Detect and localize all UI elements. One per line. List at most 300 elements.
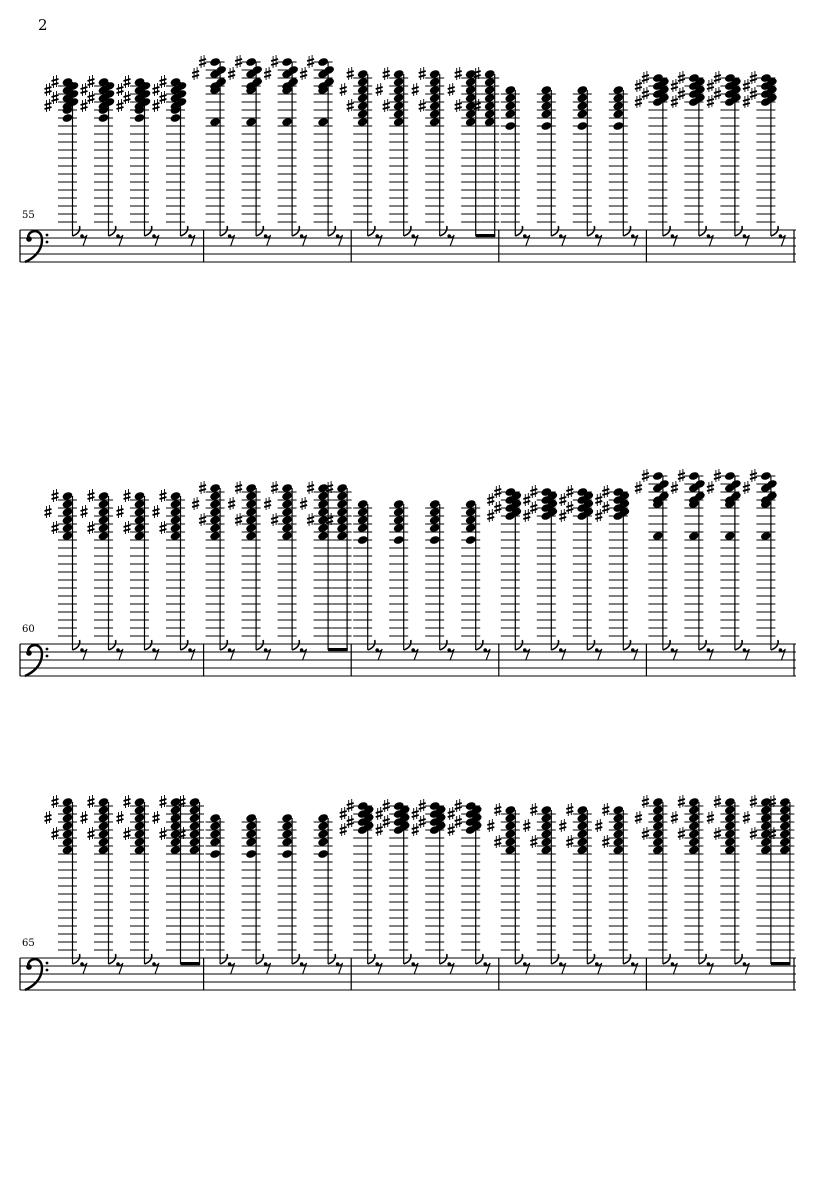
- sharp-stroke: [707, 87, 714, 89]
- notehead: [724, 471, 736, 481]
- sharp-stroke: [671, 815, 678, 817]
- sharp-stroke: [743, 99, 750, 101]
- bass-clef-icon: [26, 236, 32, 242]
- rest-stroke: [338, 963, 343, 974]
- sharp-stroke: [678, 835, 685, 837]
- sharp-stroke: [743, 103, 750, 105]
- measure: [340, 799, 499, 990]
- sharp-stroke: [750, 91, 757, 93]
- sharp-icon: [52, 521, 59, 534]
- sharp-icon: [602, 485, 609, 498]
- eighth-rest-icon: [559, 648, 566, 660]
- chord: [264, 481, 297, 650]
- sharp-icon: [45, 99, 52, 112]
- eighth-rest-icon: [411, 234, 418, 246]
- sharp-icon: [228, 497, 235, 510]
- notehead: [688, 471, 700, 481]
- sharp-icon: [124, 795, 131, 808]
- eighth-flag: [771, 226, 778, 236]
- sharp-stroke: [235, 63, 242, 65]
- sharp-stroke: [124, 497, 131, 499]
- eighth-rest-icon: [523, 962, 530, 974]
- chord: [45, 489, 78, 650]
- sharp-icon: [45, 83, 52, 96]
- eighth-rest-icon: [116, 234, 123, 246]
- eighth-rest-icon: [595, 234, 602, 246]
- rest-stroke: [672, 963, 677, 974]
- eighth-rest-icon: [671, 962, 678, 974]
- sharp-stroke: [750, 835, 757, 837]
- chord: [743, 469, 778, 650]
- sharp-stroke: [376, 87, 383, 89]
- sharp-stroke: [81, 91, 88, 93]
- rest-stroke: [413, 235, 418, 246]
- chord: [671, 71, 706, 236]
- rest-stroke: [118, 235, 123, 246]
- sharp-stroke: [160, 525, 167, 527]
- sharp-stroke: [750, 803, 757, 805]
- sharp-icon: [376, 807, 383, 820]
- eighth-flag: [109, 640, 116, 650]
- sharp-stroke: [264, 505, 271, 507]
- sharp-stroke: [45, 815, 52, 817]
- sharp-stroke: [307, 63, 314, 65]
- sharp-stroke: [530, 839, 537, 841]
- sharp-stroke: [228, 505, 235, 507]
- sharp-stroke: [707, 83, 714, 85]
- sharp-icon: [714, 827, 721, 840]
- sharp-stroke: [52, 799, 59, 801]
- sharp-stroke: [494, 811, 501, 813]
- sharp-stroke: [160, 799, 167, 801]
- sharp-stroke: [347, 75, 354, 77]
- eighth-rest-icon: [80, 648, 87, 660]
- sharp-icon: [117, 811, 124, 824]
- sharp-stroke: [347, 107, 354, 109]
- sharp-stroke: [117, 91, 124, 93]
- sharp-stroke: [455, 803, 462, 805]
- sharp-stroke: [678, 75, 685, 77]
- sharp-stroke: [340, 811, 347, 813]
- sharp-stroke: [678, 477, 685, 479]
- sharp-stroke: [88, 799, 95, 801]
- sharp-stroke: [88, 497, 95, 499]
- bass-clef-icon: [26, 964, 32, 970]
- chord: [206, 813, 225, 964]
- bass-clef-icon: [26, 650, 32, 656]
- sharp-stroke: [153, 815, 160, 817]
- sharp-icon: [566, 501, 573, 514]
- eighth-rest-icon: [779, 234, 786, 246]
- bass-clef-icon: [46, 655, 49, 658]
- sharp-icon: [494, 485, 501, 498]
- sharp-stroke: [153, 509, 160, 511]
- chord: [523, 803, 556, 964]
- sharp-stroke: [642, 835, 649, 837]
- chord: [153, 75, 188, 236]
- eighth-flag: [292, 226, 299, 236]
- sharp-stroke: [448, 815, 455, 817]
- eighth-flag: [551, 226, 558, 236]
- sharp-stroke: [52, 803, 59, 805]
- chord: [707, 71, 742, 236]
- sharp-icon: [153, 505, 160, 518]
- sharp-stroke: [419, 71, 426, 73]
- sharp-icon: [448, 823, 455, 836]
- sharp-stroke: [235, 517, 242, 519]
- sharp-icon: [153, 99, 160, 112]
- sharp-icon: [523, 509, 530, 522]
- chord: [192, 55, 227, 236]
- sharp-stroke: [264, 71, 271, 73]
- sharp-icon: [750, 827, 757, 840]
- rest-stroke: [82, 963, 87, 974]
- sharp-stroke: [419, 803, 426, 805]
- eighth-rest-icon: [523, 648, 530, 660]
- rest-stroke: [377, 649, 382, 660]
- sharp-stroke: [117, 509, 124, 511]
- sharp-stroke: [412, 87, 419, 89]
- eighth-flag: [663, 640, 670, 650]
- eighth-flag: [145, 640, 152, 650]
- sharp-icon: [635, 481, 642, 494]
- rest-stroke: [525, 235, 530, 246]
- eighth-rest-icon: [228, 648, 235, 660]
- sharp-icon: [750, 469, 757, 482]
- notehead: [393, 535, 405, 545]
- sharp-stroke: [487, 501, 494, 503]
- sharp-stroke: [494, 493, 501, 495]
- sharp-stroke: [487, 823, 494, 825]
- sharp-stroke: [635, 489, 642, 491]
- beam: [181, 962, 201, 965]
- chord: [559, 803, 592, 964]
- sharp-stroke: [300, 501, 307, 503]
- sharp-icon: [566, 485, 573, 498]
- sharp-stroke: [635, 815, 642, 817]
- sharp-icon: [455, 799, 462, 812]
- sharp-stroke: [419, 819, 426, 821]
- eighth-flag: [735, 640, 742, 650]
- sharp-icon: [153, 83, 160, 96]
- rest-stroke: [266, 235, 271, 246]
- sharp-icon: [530, 803, 537, 816]
- sharp-stroke: [642, 473, 649, 475]
- rest-stroke: [377, 235, 382, 246]
- sharp-stroke: [707, 819, 714, 821]
- sharp-stroke: [455, 819, 462, 821]
- chord: [595, 803, 628, 964]
- sharp-stroke: [383, 823, 390, 825]
- system-measure-number: 65: [22, 938, 35, 949]
- sharp-icon: [124, 91, 131, 104]
- eighth-flag: [699, 640, 706, 650]
- sharp-icon: [602, 835, 609, 848]
- sharp-stroke: [487, 497, 494, 499]
- notehead: [281, 849, 293, 859]
- sharp-stroke: [117, 103, 124, 105]
- sharp-stroke: [412, 811, 419, 813]
- chord: [45, 75, 80, 236]
- sharp-stroke: [635, 819, 642, 821]
- chord: [300, 55, 335, 236]
- sharp-icon: [340, 823, 347, 836]
- eighth-flag: [109, 954, 116, 964]
- sharp-icon: [412, 807, 419, 820]
- chord: [487, 485, 522, 650]
- sharp-stroke: [124, 493, 131, 495]
- eighth-rest-icon: [264, 648, 271, 660]
- sharp-stroke: [714, 799, 721, 801]
- eighth-flag: [73, 954, 80, 964]
- sharp-stroke: [88, 835, 95, 837]
- sharp-stroke: [714, 79, 721, 81]
- sharp-stroke: [448, 91, 455, 93]
- chord: [487, 803, 520, 964]
- sharp-stroke: [595, 501, 602, 503]
- sharp-icon: [340, 83, 347, 96]
- notehead: [245, 57, 257, 67]
- sharp-stroke: [412, 815, 419, 817]
- sharp-stroke: [52, 529, 59, 531]
- eighth-rest-icon: [707, 962, 714, 974]
- sharp-icon: [124, 489, 131, 502]
- sharp-icon: [671, 95, 678, 108]
- chord: [523, 485, 558, 650]
- sharp-stroke: [347, 803, 354, 805]
- sharp-stroke: [192, 71, 199, 73]
- sharp-stroke: [45, 91, 52, 93]
- eighth-flag: [551, 954, 558, 964]
- sharp-stroke: [448, 811, 455, 813]
- sharp-icon: [153, 811, 160, 824]
- chord: [153, 795, 186, 964]
- sharp-stroke: [160, 95, 167, 97]
- system-measure-number: 60: [22, 624, 35, 635]
- chord: [172, 795, 205, 964]
- sharp-stroke: [412, 827, 419, 829]
- sharp-icon: [707, 811, 714, 824]
- sharp-stroke: [412, 831, 419, 833]
- sharp-icon: [235, 481, 242, 494]
- sharp-icon: [88, 91, 95, 104]
- eighth-flag: [109, 226, 116, 236]
- eighth-rest-icon: [375, 648, 382, 660]
- sharp-icon: [88, 795, 95, 808]
- chord: [228, 55, 263, 236]
- notehead: [317, 57, 329, 67]
- sharp-icon: [642, 795, 649, 808]
- sharp-stroke: [81, 103, 88, 105]
- sharp-stroke: [124, 95, 131, 97]
- eighth-flag: [440, 954, 447, 964]
- sharp-icon: [192, 67, 199, 80]
- chord: [319, 481, 352, 650]
- sharp-stroke: [743, 83, 750, 85]
- eighth-flag: [515, 954, 522, 964]
- sharp-icon: [523, 493, 530, 506]
- sharp-icon: [264, 67, 271, 80]
- sharp-stroke: [81, 815, 88, 817]
- sharp-stroke: [153, 107, 160, 109]
- sharp-stroke: [635, 99, 642, 101]
- sharp-icon: [412, 83, 419, 96]
- sharp-icon: [750, 87, 757, 100]
- sharp-stroke: [81, 513, 88, 515]
- rest-stroke: [154, 235, 159, 246]
- sharp-icon: [45, 811, 52, 824]
- eighth-rest-icon: [228, 962, 235, 974]
- sharp-stroke: [671, 103, 678, 105]
- sharp-stroke: [199, 59, 206, 61]
- sharp-stroke: [271, 63, 278, 65]
- sharp-stroke: [300, 505, 307, 507]
- sharp-stroke: [419, 103, 426, 105]
- eighth-rest-icon: [743, 234, 750, 246]
- sharp-stroke: [494, 505, 501, 507]
- sharp-stroke: [523, 497, 530, 499]
- sharp-stroke: [455, 103, 462, 105]
- sharp-stroke: [707, 485, 714, 487]
- sharp-icon: [271, 481, 278, 494]
- chord: [461, 499, 480, 650]
- sharp-stroke: [81, 87, 88, 89]
- rest-stroke: [633, 649, 638, 660]
- rest-stroke: [561, 963, 566, 974]
- sharp-stroke: [160, 835, 167, 837]
- eighth-flag: [328, 226, 335, 236]
- eighth-rest-icon: [559, 234, 566, 246]
- sharp-stroke: [52, 525, 59, 527]
- sharp-stroke: [383, 819, 390, 821]
- sharp-stroke: [566, 811, 573, 813]
- sharp-icon: [595, 493, 602, 506]
- rest-stroke: [708, 963, 713, 974]
- sharp-stroke: [88, 79, 95, 81]
- eighth-flag: [368, 954, 375, 964]
- sharp-icon: [160, 521, 167, 534]
- sharp-icon: [487, 819, 494, 832]
- bass-clef-icon: [25, 959, 42, 990]
- eighth-rest-icon: [264, 962, 271, 974]
- bass-clef-icon: [46, 962, 49, 965]
- sharp-icon: [271, 55, 278, 68]
- sharp-stroke: [124, 803, 131, 805]
- sharp-icon: [160, 75, 167, 88]
- sharp-stroke: [494, 489, 501, 491]
- rest-stroke: [302, 235, 307, 246]
- sharp-stroke: [743, 489, 750, 491]
- sharp-stroke: [671, 485, 678, 487]
- sharp-stroke: [566, 489, 573, 491]
- eighth-flag: [735, 954, 742, 964]
- eighth-flag: [440, 226, 447, 236]
- rest-stroke: [82, 235, 87, 246]
- sharp-stroke: [235, 489, 242, 491]
- sharp-stroke: [340, 815, 347, 817]
- sharp-stroke: [448, 87, 455, 89]
- eighth-flag: [256, 954, 263, 964]
- measure: [206, 813, 352, 990]
- sharp-icon: [340, 807, 347, 820]
- chord: [501, 85, 520, 236]
- rest-stroke: [597, 649, 602, 660]
- chord: [707, 469, 742, 650]
- sharp-stroke: [235, 521, 242, 523]
- sharp-stroke: [559, 823, 566, 825]
- sharp-stroke: [530, 807, 537, 809]
- eighth-rest-icon: [523, 234, 530, 246]
- sharp-icon: [642, 87, 649, 100]
- sharp-stroke: [566, 807, 573, 809]
- sharp-icon: [52, 91, 59, 104]
- sharp-stroke: [192, 501, 199, 503]
- chord: [448, 67, 481, 236]
- sharp-icon: [347, 99, 354, 112]
- rest-stroke: [118, 649, 123, 660]
- sharp-stroke: [642, 75, 649, 77]
- eighth-flag: [145, 954, 152, 964]
- sharp-stroke: [347, 103, 354, 105]
- sharp-stroke: [376, 827, 383, 829]
- sharp-stroke: [383, 75, 390, 77]
- sharp-icon: [88, 521, 95, 534]
- sharp-stroke: [678, 95, 685, 97]
- sharp-stroke: [487, 827, 494, 829]
- sharp-icon: [300, 497, 307, 510]
- rest-stroke: [338, 235, 343, 246]
- sharp-stroke: [81, 509, 88, 511]
- sharp-stroke: [595, 823, 602, 825]
- measure: [635, 795, 795, 990]
- eighth-rest-icon: [483, 962, 490, 974]
- notehead: [504, 121, 516, 131]
- sharp-stroke: [160, 83, 167, 85]
- eighth-rest-icon: [631, 234, 638, 246]
- sharp-stroke: [160, 803, 167, 805]
- eighth-rest-icon: [116, 648, 123, 660]
- sharp-stroke: [678, 803, 685, 805]
- eighth-rest-icon: [779, 648, 786, 660]
- sharp-stroke: [678, 91, 685, 93]
- eighth-rest-icon: [631, 962, 638, 974]
- chord: [707, 795, 740, 964]
- eighth-flag: [587, 640, 594, 650]
- sharp-stroke: [455, 823, 462, 825]
- rest-stroke: [449, 235, 454, 246]
- rest-stroke: [154, 963, 159, 974]
- sharp-icon: [635, 79, 642, 92]
- sharp-icon: [671, 481, 678, 494]
- sharp-stroke: [52, 497, 59, 499]
- sharp-stroke: [714, 477, 721, 479]
- chord: [609, 85, 628, 236]
- sharp-stroke: [88, 525, 95, 527]
- sharp-stroke: [714, 831, 721, 833]
- sharp-stroke: [383, 807, 390, 809]
- chord: [376, 799, 411, 964]
- sharp-stroke: [455, 807, 462, 809]
- sharp-stroke: [602, 811, 609, 813]
- sharp-icon: [124, 521, 131, 534]
- sharp-stroke: [160, 497, 167, 499]
- sharp-stroke: [671, 819, 678, 821]
- rest-stroke: [633, 963, 638, 974]
- eighth-flag: [328, 954, 335, 964]
- staff-system: [20, 55, 796, 262]
- sharp-stroke: [595, 497, 602, 499]
- sharp-icon: [117, 83, 124, 96]
